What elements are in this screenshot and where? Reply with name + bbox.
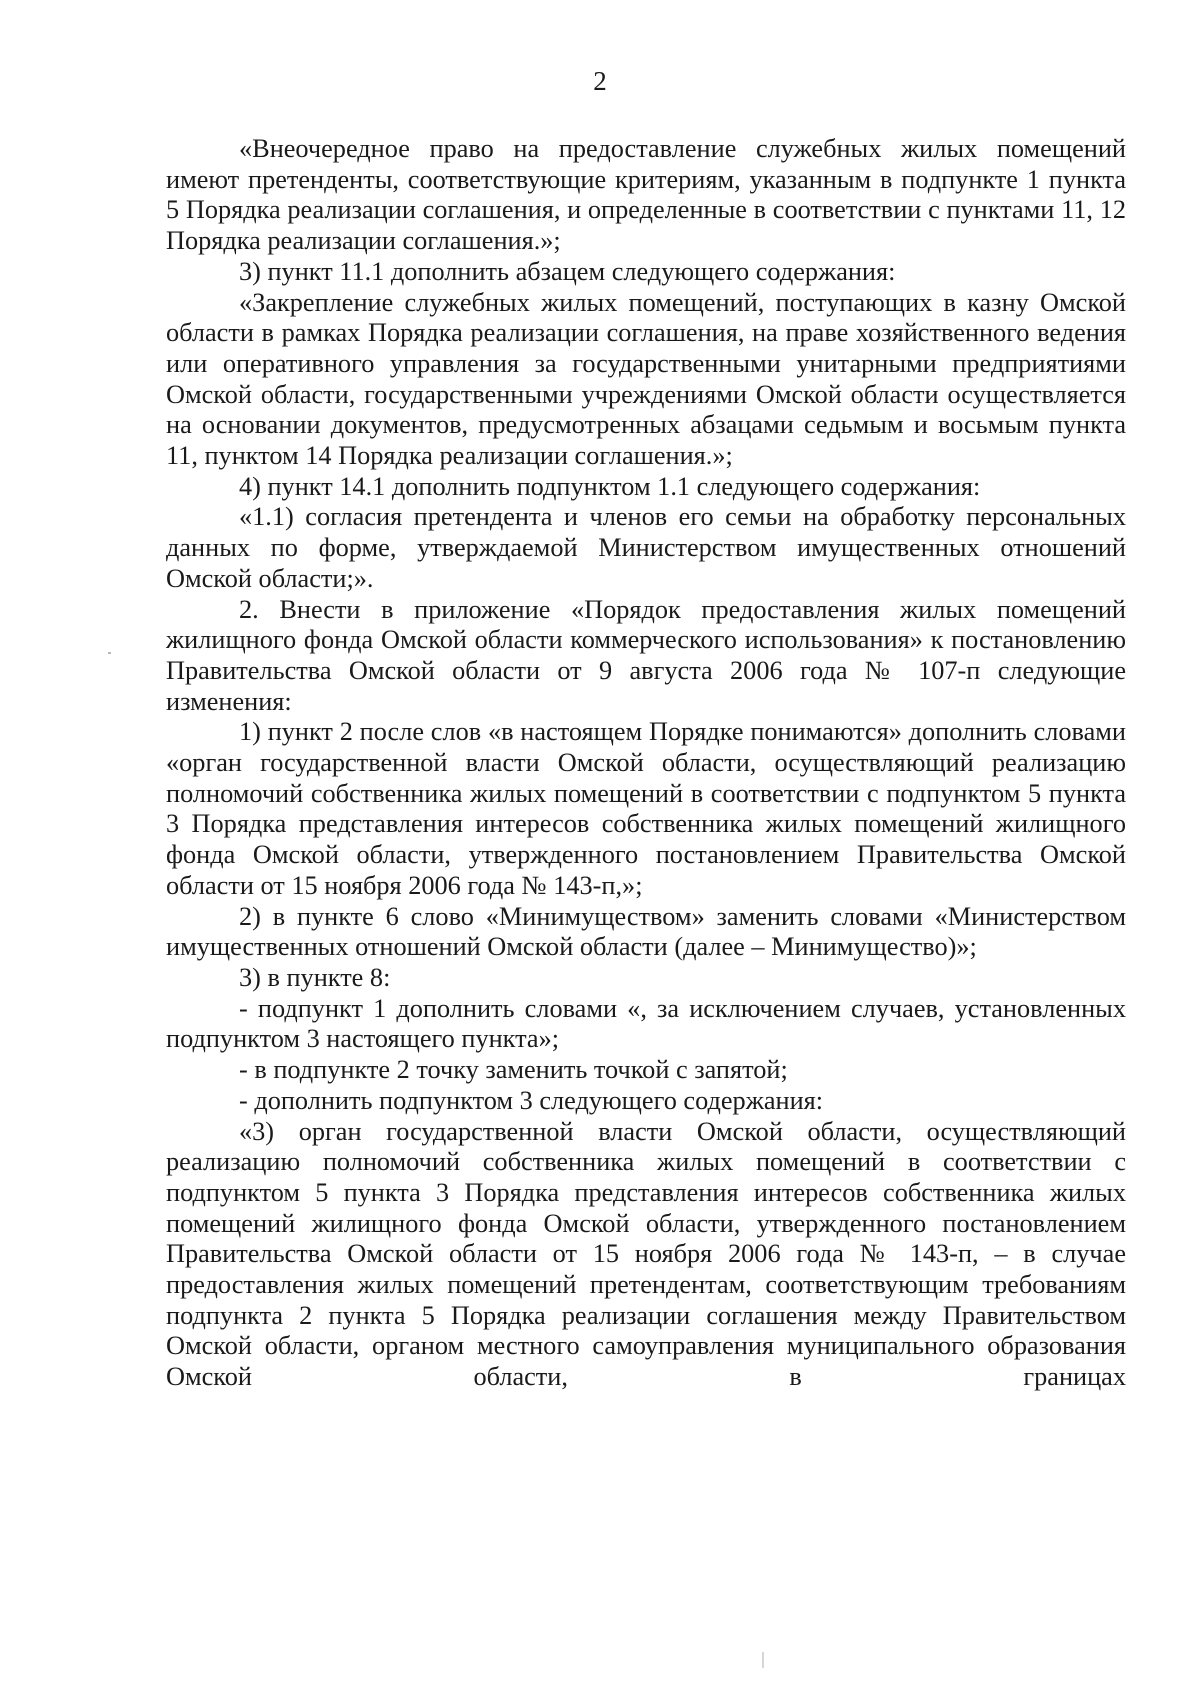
paragraph-section-2: 2. Внести в приложение «Порядок предоставления жилых помещений жилищного фонда Омской области коммерческого использования» к постановлению Правительства Омской области от 9 августа 2006 года № 107-п следующие изменения: (166, 594, 1126, 716)
paragraph-dash-2: - в подпункте 2 точку заменить точкой с запятой; (239, 1055, 788, 1085)
document-body (166, 134, 1126, 1393)
paragraph-item-3: 3) пункт 11.1 дополнить абзацем следующего содержания: (239, 256, 896, 286)
paragraph-item-4: 4) пункт 14.1 дополнить подпунктом 1.1 следующего содержания: (239, 471, 981, 501)
paragraph-subitem-3: «3) орган государственной власти Омской области, осуществляющий реализацию полномочий собственника жилых помещений в соответствии с подпунктом 5 пункта 3 Порядка представления интересов собственника жилых помещений жилищного фонда Омской области, утвержденного постановлением Правительства Омской области от 15 ноября 2006 года № 143-п, – в случае предоставления жилых помещений претендентам, соответствующим требованиям подпункта 2 пункта 5 Порядка реализации соглашения между Правительством Омской области, органом местного самоуправления муниципального образования Омской области, в границах (166, 1116, 1126, 1392)
paragraph-dash-3: - дополнить подпунктом 3 следующего содержания: (239, 1085, 824, 1115)
paragraph-subitem-1-1: «1.1) согласия претендента и членов его семьи на обработку персональных данных по форме, утверждаемой Министерством имущественных отношений Омской области;». (166, 502, 1126, 593)
paragraph-change-1: 1) пункт 2 после слов «в настоящем Порядке понимаются» дополнить словами «орган государственной власти Омской области, осуществляющий реализацию полномочий собственника жилых помещений в соответствии с подпунктом 5 пункта 3 Порядка представления интересов собственника жилых помещений жилищного фонда Омской области, утвержденного постановлением Правительства Омской области от 15 ноября 2006 года № 143-п,»; (166, 717, 1126, 900)
paragraph-change-3: 3) в пункте 8: (239, 962, 391, 992)
paragraph-extraordinary-right: «Внеочередное право на предоставление служебных жилых помещений имеют претенденты, соответствующие критериям, указанным в подпункте 1 пункта 5 Порядка реализации соглашения, и определенные в соответствии с пунктами 11, 12 Порядка реализации соглашения.»; (166, 134, 1126, 256)
scan-artifact-dot (108, 652, 111, 654)
scan-artifact-tick (762, 1652, 764, 1668)
paragraph-dash-1: - подпункт 1 дополнить словами «, за исключением случаев, установленных подпунктом 3 настоящего пункта»; (166, 993, 1126, 1054)
paragraph-change-2: 2) в пункте 6 слово «Минимуществом» заменить словами «Министерством имущественных отношений Омской области (далее – Минимущество)»; (166, 901, 1126, 962)
paragraph-assignment: «Закрепление служебных жилых помещений, поступающих в казну Омской области в рамках Порядка реализации соглашения, на праве хозяйственного ведения или оперативного управления за государственными унитарными предприятиями Омской области, государственными учреждениями Омской области осуществляется на основании документов, предусмотренных абзацами седьмым и восьмым пункта 11, пунктом 14 Порядка реализации соглашения.»; (166, 287, 1126, 471)
page-number: 2 (593, 66, 607, 96)
